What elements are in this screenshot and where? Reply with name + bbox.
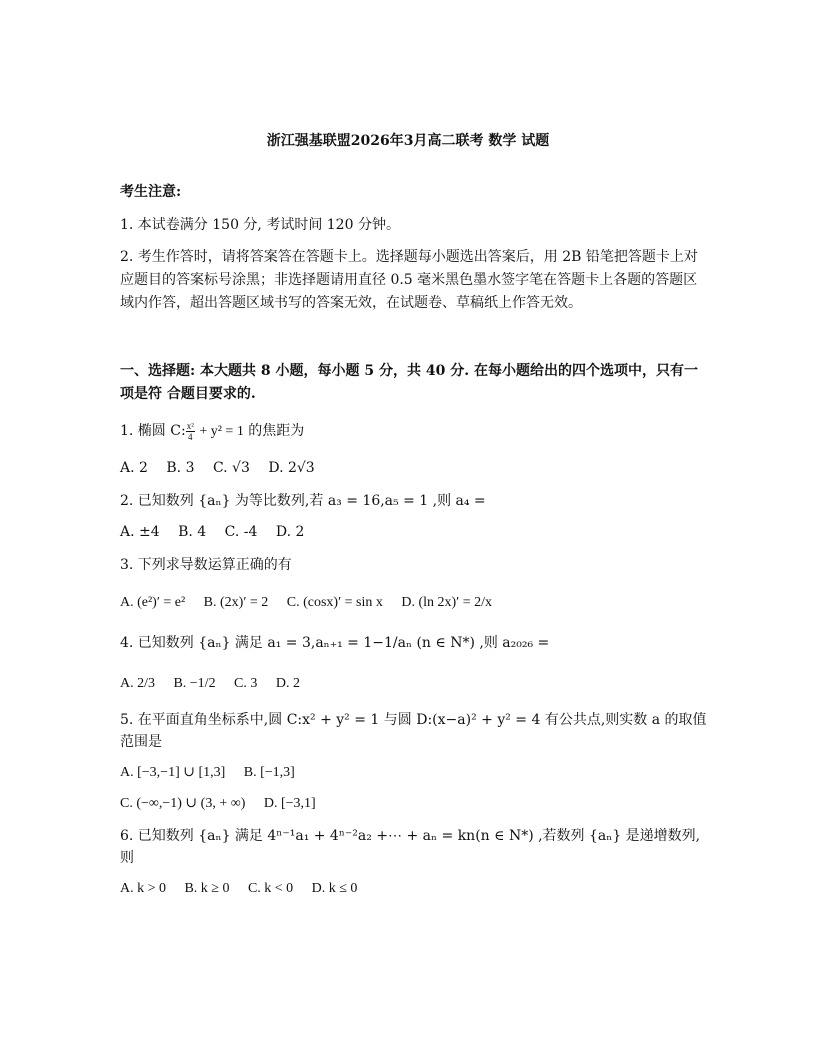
question-2-options	[120, 522, 710, 542]
question-1-options	[120, 458, 710, 478]
option-d: D. (ln 2x)′ = 2/x	[401, 595, 492, 610]
question-5-options-row-1	[120, 762, 710, 783]
section-heading-choice: 一、选择题: 本大题共 8 小题，每小题 5 分，共 40 分. 在每小题给出的四个选项中，只有一项是符 合题目要求的.	[120, 363, 698, 402]
fraction-numerator: x²	[186, 420, 194, 431]
option-b: B. k ≥ 0	[184, 881, 230, 896]
question-2: 2. 已知数列 {aₙ} 为等比数列,若 a₃ = 16,a₅ = 1 ,则 a₄ =	[120, 493, 486, 509]
question-5-options-row-2	[120, 793, 710, 814]
question-3-options	[120, 592, 710, 613]
option-d: D. 2	[275, 676, 300, 691]
option-c: C. √3	[212, 460, 250, 476]
option-d: D. k ≤ 0	[311, 881, 358, 896]
question-1-equation: + y² = 1	[199, 424, 244, 439]
option-a: A. ±4	[120, 524, 160, 540]
question-3: 3. 下列求导数运算正确的有	[120, 557, 292, 573]
exam-title: 浙江强基联盟2026年3月高二联考 数学 试题	[266, 133, 550, 149]
option-d: D. [−3,1]	[263, 796, 316, 811]
option-c: C. (cosx)′ = sin x	[286, 595, 383, 610]
option-d: D. 2√3	[268, 460, 315, 476]
option-b: B. (2x)′ = 2	[203, 595, 269, 610]
option-b: B. 4	[178, 524, 207, 540]
option-b: B. 3	[166, 460, 195, 476]
option-c: C. 3	[234, 676, 258, 691]
option-a: A. (e²)′ = e²	[120, 595, 186, 610]
question-1-fraction	[186, 421, 195, 442]
option-c: C. (−∞,−1) ∪ (3, + ∞)	[120, 796, 246, 811]
option-a: A. k > 0	[120, 881, 167, 896]
notes-heading: 考生注意:	[120, 184, 182, 200]
option-a: A. 2/3	[120, 676, 155, 691]
option-c: C. -4	[224, 524, 258, 540]
question-1-suffix: 的焦距为	[248, 423, 305, 439]
question-1-prefix: 1. 椭圆 C:	[120, 423, 186, 439]
fraction-denominator: 4	[188, 431, 193, 442]
option-a: A. [−3,−1] ∪ [1,3]	[120, 765, 226, 780]
option-a: A. 2	[120, 460, 148, 476]
option-d: D. 2	[275, 524, 305, 540]
question-1	[120, 420, 710, 443]
question-6-options	[120, 878, 710, 899]
option-b: B. [−1,3]	[243, 765, 295, 780]
question-5: 5. 在平面直角坐标系中,圆 C:x² + y² = 1 与圆 D:(x−a)² + y² = 4 有公共点,则实数 a 的取值范围是	[120, 712, 707, 750]
question-6: 6. 已知数列 {aₙ} 满足 4ⁿ⁻¹a₁ + 4ⁿ⁻²a₂ +⋯ + aₙ = kn(n ∈ N*) ,若数列 {aₙ} 是递增数列,则	[120, 828, 701, 866]
option-b: B. −1/2	[173, 676, 216, 691]
note-item-2: 2. 考生作答时，请将答案答在答题卡上。选择题每小题选出答案后，用 2B 铅笔把答题卡上对应题目的答案标号涂黑；非选择题请用直径 0.5 毫米黑色墨水签字笔在答题卡上各题的答题区域内作答，超出答题区域书写的答案无效，在试题卷、草稿纸上作答无效。	[120, 249, 698, 311]
note-item-1: 1. 本试卷满分 150 分, 考试时间 120 分钟。	[120, 217, 400, 233]
question-4-options	[120, 673, 710, 694]
option-c: C. k < 0	[247, 881, 294, 896]
question-4: 4. 已知数列 {aₙ} 满足 a₁ = 3,aₙ₊₁ = 1−1/aₙ (n ∈ N*) ,则 a₂₀₂₆ =	[120, 635, 550, 651]
